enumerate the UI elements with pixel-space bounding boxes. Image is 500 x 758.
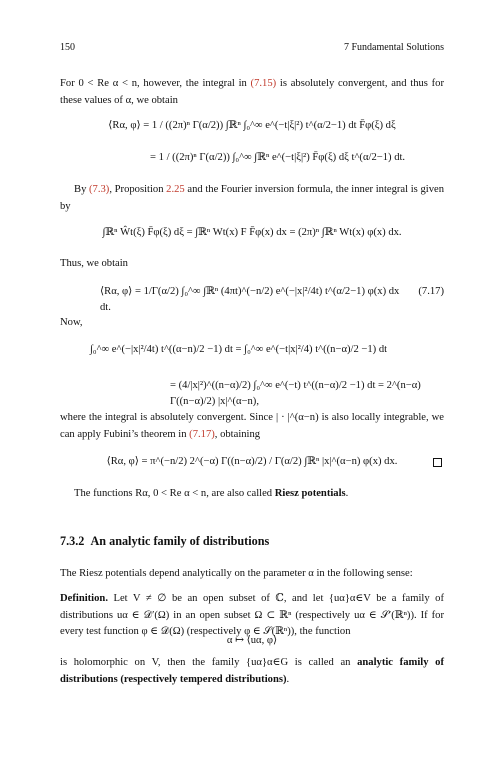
p5-text-b: , obtaining [214, 428, 261, 440]
eq-ref-7-3[interactable]: (7.3) [89, 184, 110, 195]
running-head: 7 Fundamental Solutions [344, 42, 444, 53]
section-heading [60, 534, 269, 549]
equation-4-line-2: = (4/|x|²)^((n−α)/2) ∫₀^∞ e^(−t) t^((n−α)/2 −1) dt = 2^(n−α) Γ((n−α)/2) |x|^(α−n), [170, 380, 421, 407]
p2-text-b: , Proposition [109, 184, 167, 195]
paragraph-2 [60, 182, 444, 215]
term-analytic-family: analytic family of distributions (respectively tempered distributions) [60, 657, 444, 685]
equation-2: ∫ℝⁿ Ŵt(ξ) F̄φ(ξ) dξ = ∫ℝⁿ Wt(x) F F̄φ(x) dx = (2π)ⁿ ∫ℝⁿ Wt(x) φ(x) dx. [102, 227, 402, 238]
paragraph-5 [60, 410, 444, 443]
equation-5: ⟨Rα, φ⟩ = π^(−n/2) 2^(−α) Γ((n−α)/2) / Γ(α/2) ∫ℝⁿ |x|^(α−n) φ(x) dx. [106, 456, 398, 467]
p2-text-c: and the Fourier inversion formula, the inner integral is given by [60, 184, 444, 212]
equation-tag-7-17: (7.17) [418, 286, 444, 297]
definition-text: Let V ≠ ∅ be an open subset of ℂ, and let {uα}α∈V be a family of distributions uα ∈ 𝒟′(Ω) in an open subset Ω ⊂ ℝⁿ (respectively uα ∈ 𝒮′(ℝⁿ)). If for every test function φ ∈ 𝒟(Ω) (respectively φ ∈ 𝒮(ℝⁿ)), the function [60, 593, 444, 637]
paragraph-4: Now, [60, 317, 83, 328]
section-number: 7.3.2 [60, 534, 85, 548]
p6-text-a: The functions Rα, 0 < Re α < n, are also called [74, 488, 275, 499]
equation-1-line-2: = 1 / ((2π)ⁿ Γ(α/2)) ∫₀^∞ ∫ℝⁿ e^(−t|ξ|²) F̄φ(ξ) dξ t^(α/2−1) dt. [150, 152, 406, 163]
p8-text-a: is holomorphic on V, then the family {uα}α∈G is called an [60, 657, 358, 668]
p1-text-b: is absolutely convergent, and thus for these values of α, we obtain [60, 78, 445, 106]
p6-text-b: . [345, 488, 349, 499]
paragraph-8 [60, 655, 444, 688]
equation-1-line-1: ⟨Rα, φ⟩ = 1 / ((2π)ⁿ Γ(α/2)) ∫ℝⁿ ∫₀^∞ e^(−t|ξ|²) t^(α/2−1) dt F̄φ(ξ) dξ [108, 120, 396, 131]
qed-square [433, 458, 442, 467]
page-number: 150 [60, 42, 75, 53]
term-riesz-potentials: Riesz potentials [274, 488, 346, 499]
paragraph-6 [60, 486, 444, 503]
p8-text-b: . [286, 673, 290, 685]
paragraph-3: Thus, we obtain [60, 258, 128, 269]
equation-6: α ↦ ⟨uα, φ⟩ [226, 635, 278, 646]
definition-label: Definition. [60, 593, 108, 604]
section-title: An analytic family of distributions [90, 534, 270, 548]
equation-4-line-1: ∫₀^∞ e^(−|x|²/4t) t^((α−n)/2 −1) dt = ∫₀^∞ e^(−t|x|²/4) t^((n−α)/2 −1) dt [90, 344, 388, 355]
p5-text-a: where the integral is absolutely convergent. Since | · |^(α−n) is also locally integrable, we can apply Fubini’s theorem in [60, 412, 444, 440]
paragraph-1 [60, 76, 444, 109]
eq-ref-7-17[interactable]: (7.17) [189, 428, 215, 440]
proposition-ref-2-25[interactable]: 2.25 [166, 184, 185, 195]
paragraph-7: The Riesz potentials depend analytically on the parameter α in the following sense: [60, 568, 413, 579]
p2-text-a: By [74, 184, 90, 195]
eq-ref-7-15[interactable]: (7.15) [250, 78, 277, 89]
p1-text-a: For 0 < Re α < n, however, the integral in [60, 78, 251, 89]
equation-7-17: ⟨Rα, φ⟩ = 1/Γ(α/2) ∫₀^∞ ∫ℝⁿ (4πt)^(−n/2) e^(−|x|²/4t) t^(α/2−1) φ(x) dx dt. [100, 286, 400, 313]
